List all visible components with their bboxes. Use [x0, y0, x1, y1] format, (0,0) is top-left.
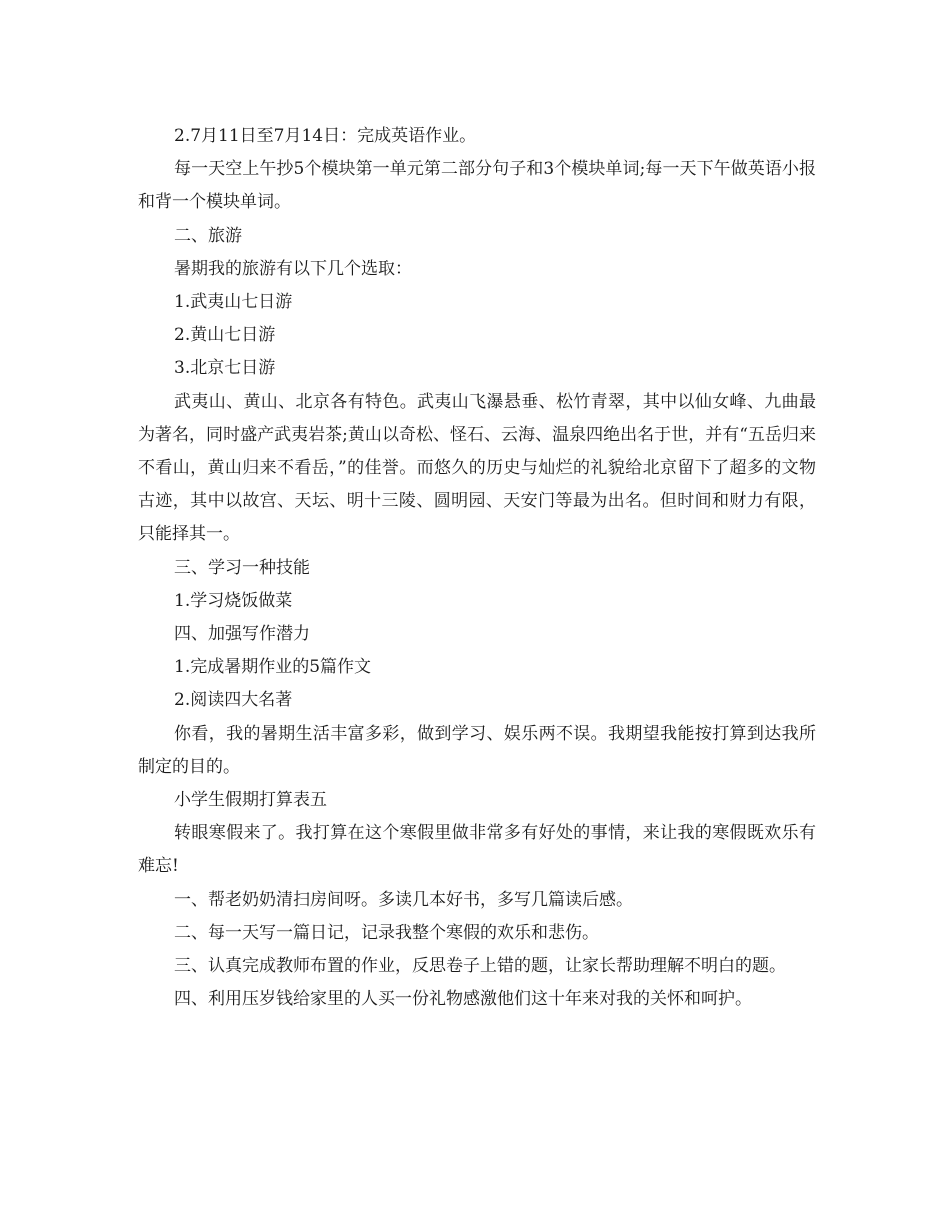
- list-item-huangshan: 2.黄山七日游: [174, 325, 276, 346]
- heading-writing: 四、加强写作潜力: [174, 624, 310, 645]
- paragraph-english-homework-detail: 每一天空上午抄5个模块第一单元第二部分句子和3个模块单词;每一天下午做英语小报和背一个模块单词。: [138, 159, 816, 213]
- paragraph-travel-description: 武夷山、黄山、北京各有特色。武夷山飞瀑悬垂、松竹青翠，其中以仙女峰、九曲最为著名，同时盛产武夷岩茶;黄山以奇松、怪石、云海、温泉四绝出名于世，并有“五岳归来不看山，黄山归来不看岳，”的佳誉。而悠久的历史与灿烂的礼貌给北京留下了超多的文物古迹，其中以故宫、天坛、明十三陵、圆明园、天安门等最为出名。但时间和财力有限，只能择其一。: [138, 391, 816, 545]
- paragraph-winter-item-three: 三、认真完成教师布置的作业，反思卷子上错的题，让家长帮助理解不明白的题。: [174, 956, 786, 977]
- section-title-plan-five: 小学生假期打算表五: [174, 790, 327, 811]
- list-item-wuyishan: 1.武夷山七日游: [174, 292, 293, 313]
- paragraph-summer-conclusion: 你看，我的暑期生活丰富多彩，做到学习、娱乐两不误。我期望我能按打算到达我所制定的目的。: [138, 723, 816, 777]
- list-item-essays: 1.完成暑期作业的5篇作文: [174, 657, 372, 678]
- heading-travel: 二、旅游: [174, 225, 242, 246]
- heading-learn-skill: 三、学习一种技能: [174, 557, 310, 578]
- paragraph-winter-item-one: 一、帮老奶奶清扫房间呀。多读几本好书，多写几篇读后感。: [174, 889, 633, 910]
- list-item-cooking: 1.学习烧饭做菜: [174, 590, 293, 611]
- list-item-beijing: 3.北京七日游: [174, 358, 276, 379]
- list-item-classics: 2.阅读四大名著: [174, 690, 293, 711]
- paragraph-travel-options: 暑期我的旅游有以下几个选取：: [174, 258, 412, 279]
- paragraph-english-homework-dates: 2.7月11日至7月14日：完成英语作业。: [174, 126, 477, 146]
- paragraph-winter-item-two: 二、每一天写一篇日记，记录我整个寒假的欢乐和悲伤。: [174, 922, 599, 943]
- paragraph-winter-intro: 转眼寒假来了。我打算在这个寒假里做非常多有好处的事情，来让我的寒假既欢乐有难忘!: [138, 823, 816, 877]
- document-body: [138, 120, 816, 1016]
- paragraph-winter-item-four: 四、利用压岁钱给家里的人买一份礼物感激他们这十年来对我的关怀和呵护。: [174, 989, 752, 1010]
